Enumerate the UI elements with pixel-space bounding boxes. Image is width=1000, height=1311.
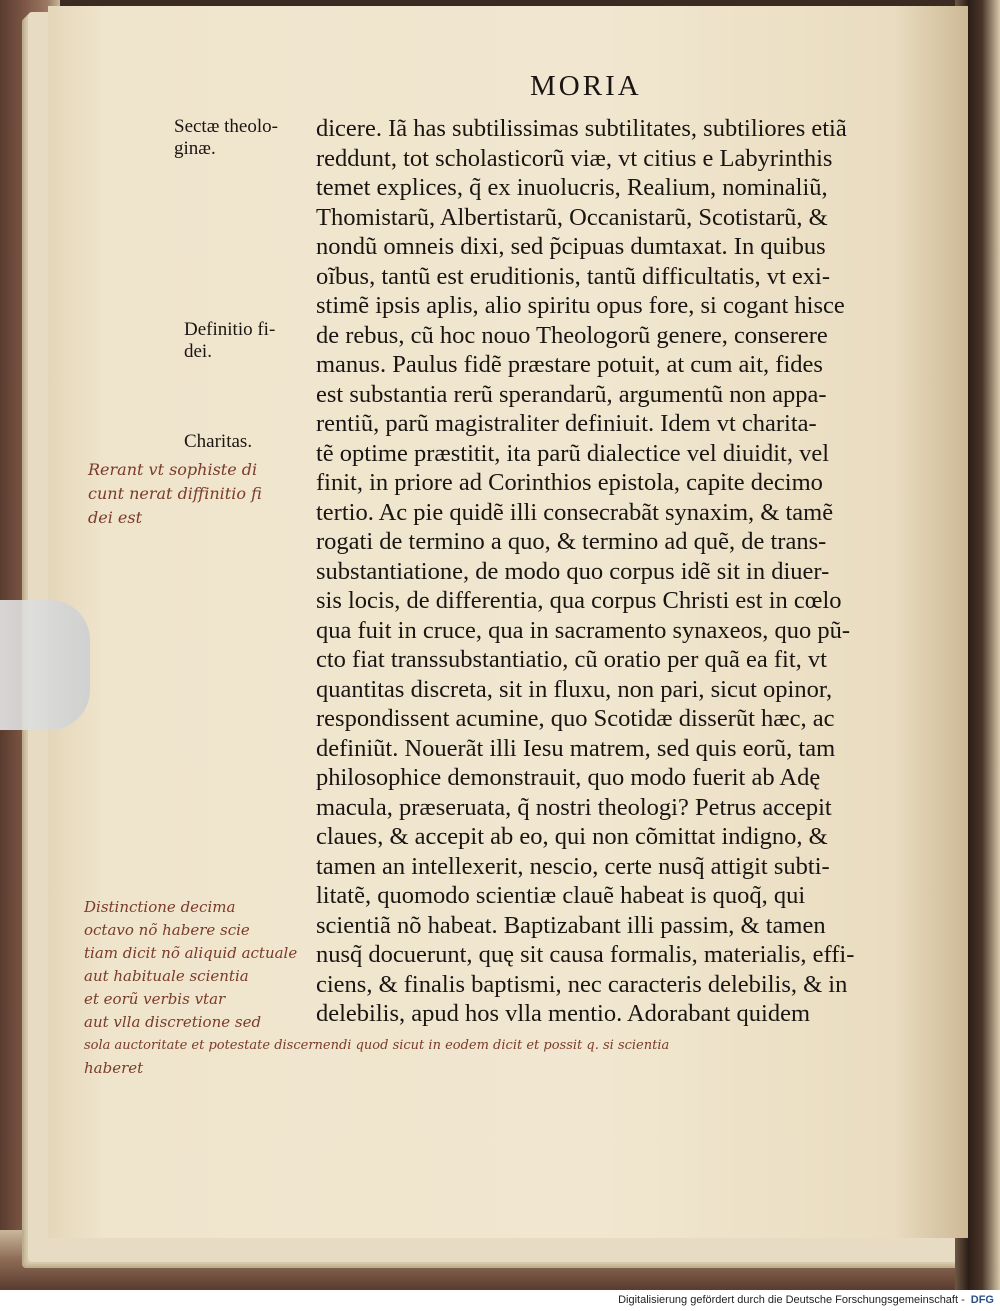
marginal-note-definitio xyxy=(184,319,275,363)
handwritten-line: tiam dicit nõ aliquid actuale xyxy=(84,944,298,962)
body-line: nondũ omneis dixi, sed p̃cipuas dumtaxat. In quibus xyxy=(316,233,826,260)
marginal-note-line: Charitas. xyxy=(184,431,253,452)
body-line: tẽ optime præstitit, ita parũ dialectice vel diuidit, vel xyxy=(316,439,830,467)
handwritten-line: octavo nõ habere scie xyxy=(84,921,250,939)
body-line: dicere. Iã has subtilissimas subtilitates, subtiliores etiã xyxy=(316,115,847,142)
body-line: substantiatione, de modo quo corpus idẽ sit in diuer- xyxy=(316,557,830,585)
running-head: MORIA xyxy=(530,70,642,102)
marginal-note-line: Definitio fi- xyxy=(184,319,276,340)
handwritten-line: cunt nerat diffinitio fi xyxy=(88,484,262,503)
handwritten-line: et eorũ verbis vtar xyxy=(84,990,226,1008)
marginal-note-charitas xyxy=(184,431,252,453)
body-line: finit, in priore ad Corinthios epistola, capite decimo xyxy=(316,469,823,496)
body-line: oĩbus, tantũ est eruditionis, tantũ difficultatis, vt exi- xyxy=(316,262,830,290)
book-page xyxy=(48,6,968,1238)
body-line: ciens, & finalis baptismi, nec caracteris delebilis, & in xyxy=(316,970,848,998)
body-line: est substantia rerũ sperandarũ, argumentũ non appa- xyxy=(316,380,827,408)
body-line: stimẽ ipsis aplis, alio spiritu opus fore, si cogant hisce xyxy=(316,292,845,319)
handwritten-line: aut vlla discretione sed xyxy=(84,1013,262,1031)
marginal-note-line: Sectæ theolo- xyxy=(174,116,278,137)
body-line: rentiũ, parũ magistraliter definiuit. Idem vt charita- xyxy=(316,410,817,437)
body-line: macula, præseruata, q̃ nostri theologi? Petrus accepit xyxy=(316,793,832,821)
body-line: philosophice demonstrauit, quo modo fuerit ab Adę xyxy=(316,764,821,791)
handwritten-line: aut habituale scientia xyxy=(84,967,249,985)
handwritten-line: dei est xyxy=(88,508,143,527)
page-clip xyxy=(0,600,90,730)
body-line: claues, & accepit ab eo, qui non cõmittat indigno, & xyxy=(316,823,828,850)
body-line: temet explices, q̃ ex inuolucris, Realium, nominaliũ, xyxy=(316,174,828,201)
marginal-note-line: ginæ. xyxy=(174,138,216,159)
handwritten-line: Distinctione decima xyxy=(84,898,236,916)
body-line: nusq̃ docuerunt, quę sit causa formalis, materialis, effi- xyxy=(316,941,855,968)
body-line: de rebus, cũ hoc nouo Theologorũ genere, conserere xyxy=(316,321,828,349)
body-line: scientiã nõ habeat. Baptizabant illi passim, & tamen xyxy=(316,911,826,939)
body-line: delebilis, apud hos vlla mentio. Adorabant quidem xyxy=(316,1000,810,1027)
body-line: manus. Paulus fidẽ præstare potuit, at cum ait, fides xyxy=(316,351,823,378)
body-line: Thomistarũ, Albertistarũ, Occanistarũ, Scotistarũ, & xyxy=(316,203,828,231)
handwritten-line: haberet xyxy=(84,1059,144,1077)
handwritten-line: sola auctoritate et potestate discernendi quod sicut in eodem dicit et possit q. si scientia xyxy=(84,1038,670,1053)
marginal-note-line: dei. xyxy=(184,341,212,362)
footer-text: Digitalisierung gefördert durch die Deutsche Forschungsgemeinschaft - xyxy=(618,1294,965,1306)
body-line: qua fuit in cruce, qua in sacramento synaxeos, quo pũ- xyxy=(316,616,851,644)
marginal-note-sectae xyxy=(174,116,278,160)
body-line: cto fiat transsubstantiatio, cũ oratio per quã ea fit, vt xyxy=(316,646,827,673)
dfg-logo-icon: DFG xyxy=(970,1294,994,1306)
body-text xyxy=(316,114,882,1029)
body-line: respondissent acumine, quo Scotidæ disserũt hæc, ac xyxy=(316,705,835,732)
body-line: quantitas discreta, sit in fluxu, non pari, sicut opinor, xyxy=(316,675,833,703)
body-line: reddunt, tot scholasticorũ viæ, vt citius e Labyrinthis xyxy=(316,144,833,172)
body-line: litatẽ, quomodo scientiæ clauẽ habeat is quoq̃, qui xyxy=(316,882,806,909)
handwritten-line: Rerant vt sophiste di xyxy=(88,460,258,479)
body-line: tertio. Ac pie quidẽ illi consecrabãt synaxim, & tamẽ xyxy=(316,498,834,526)
footer-bar xyxy=(0,1290,1000,1311)
handwritten-note-1 xyxy=(88,458,262,530)
body-line: rogati de termino a quo, & termino ad quẽ, de trans- xyxy=(316,528,827,555)
body-line: definiũt. Nouerãt illi Iesu matrem, sed quis eorũ, tam xyxy=(316,734,836,762)
body-line: sis locis, de differentia, qua corpus Christi est in cœlo xyxy=(316,587,842,614)
body-line: tamen an intellexerit, nescio, certe nusq̃ attigit subti- xyxy=(316,852,830,880)
